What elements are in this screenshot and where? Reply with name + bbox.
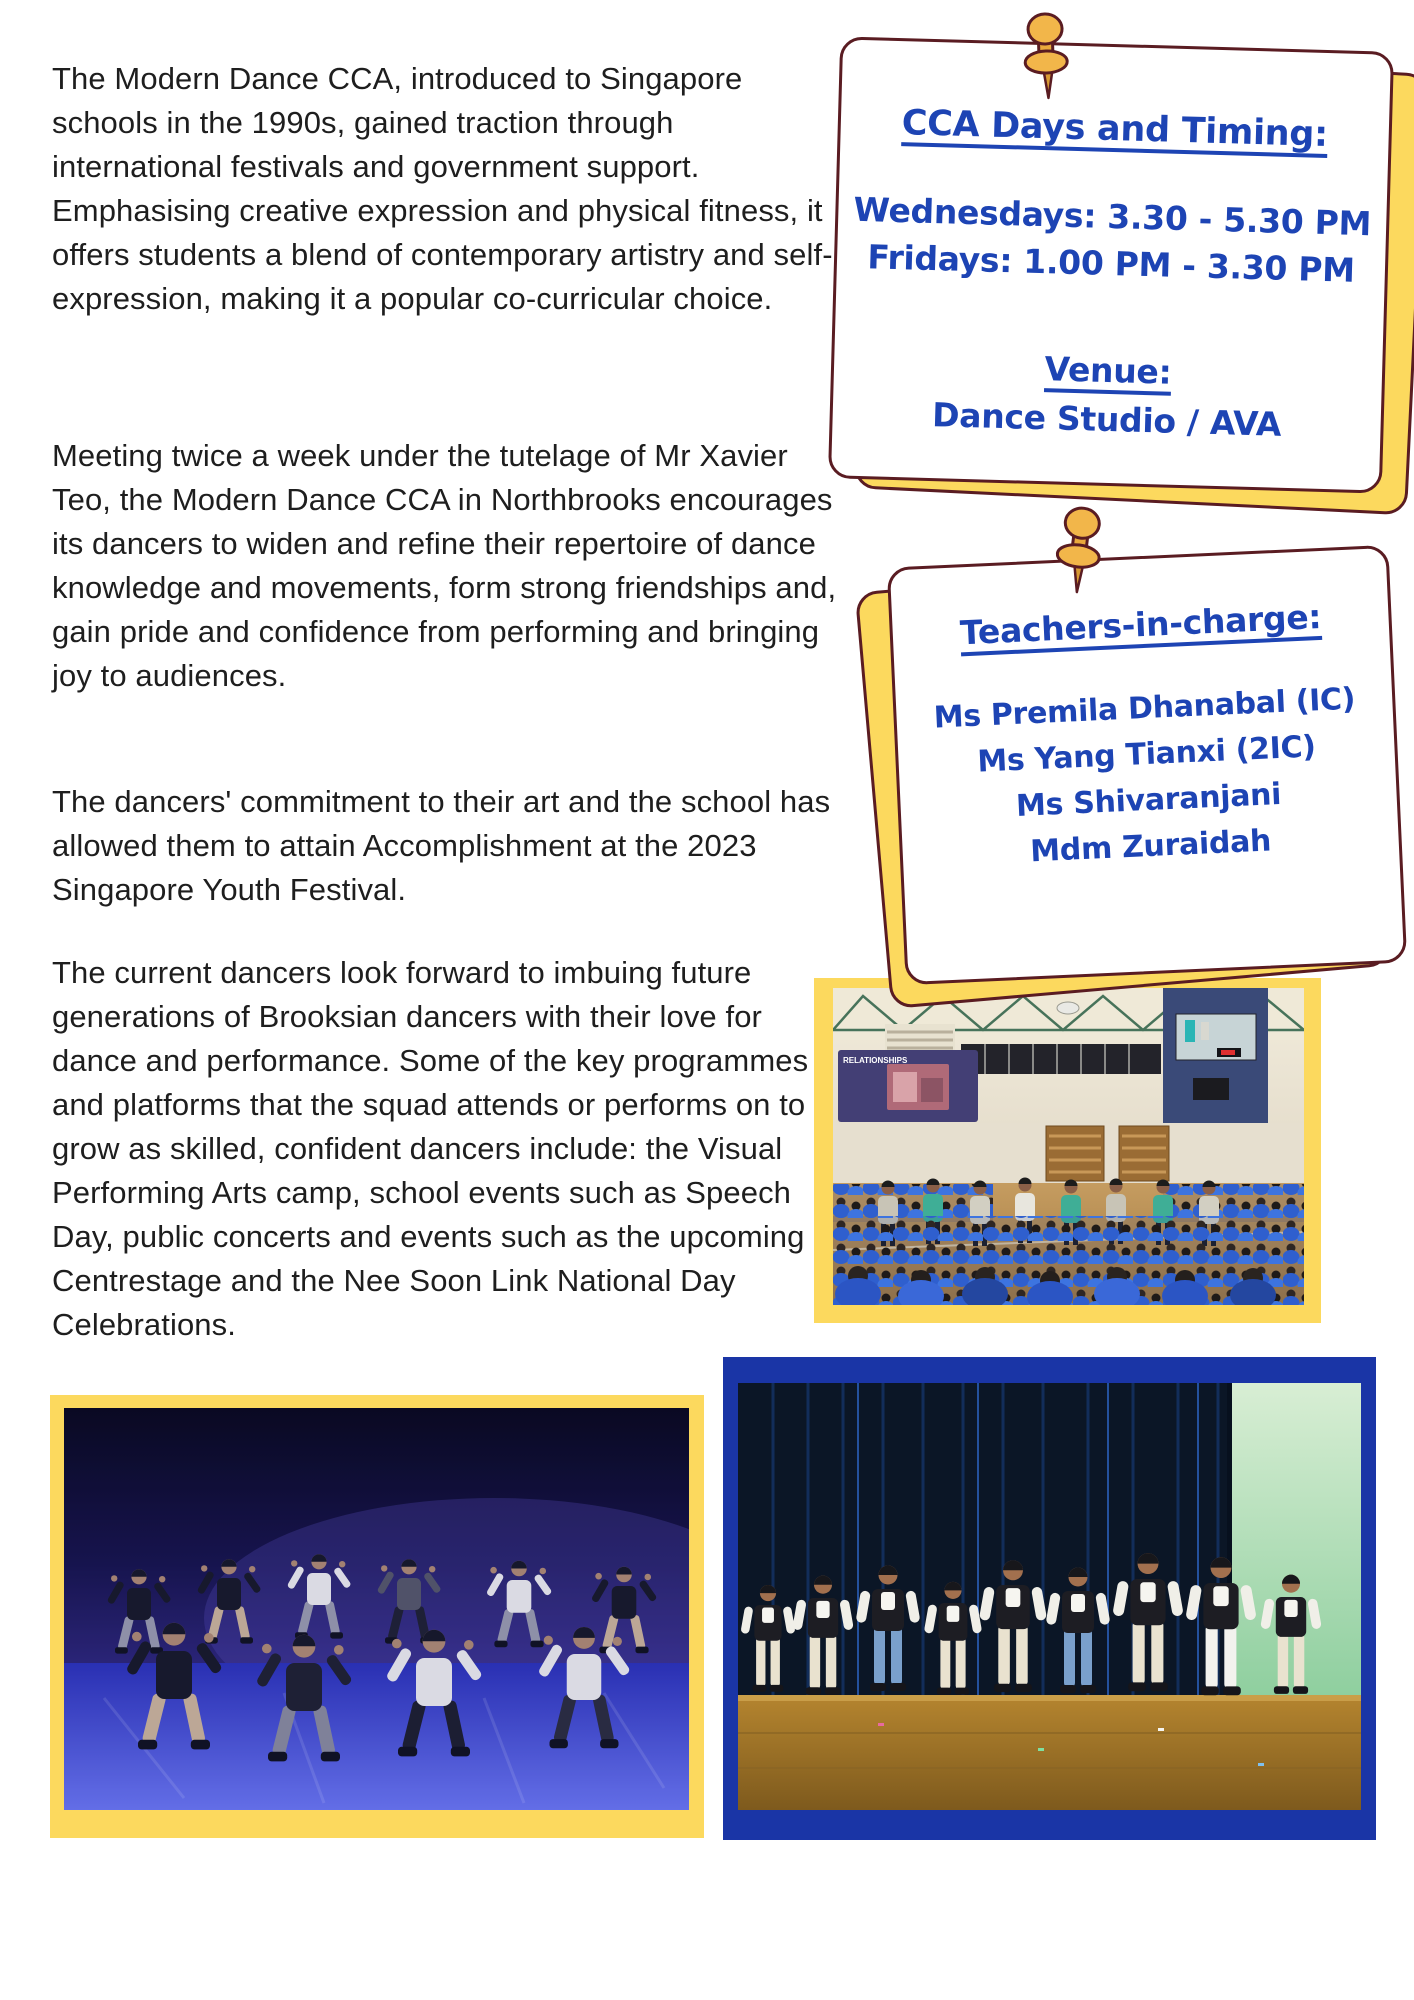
photo-frame-stage-varsity <box>723 1357 1376 1840</box>
teachers-card-face <box>887 545 1407 985</box>
schedule-note-card <box>828 36 1414 541</box>
teacher-name: Mdm Zuraidah <box>1029 823 1272 870</box>
venue-label: Venue: <box>1044 349 1173 392</box>
schedule-line-wednesday: Wednesdays: 3.30 - 5.30 PM <box>853 189 1372 244</box>
teacher-name: Ms Yang Tianxi (2IC) <box>976 729 1317 780</box>
teacher-name: Ms Shivaranjani <box>1015 776 1282 824</box>
pushpin-icon <box>1011 9 1080 103</box>
paragraph-meetings: Meeting twice a week under the tutelage of Mr Xavier Teo, the Modern Dance CCA in Northbrooks encourages its dancers to widen and refine their repertoire of dance knowledge and movements, form strong friendships and, gain pride and confidence from performing and bringing joy to audiences. <box>52 438 837 693</box>
paragraph-history: The Modern Dance CCA, introduced to Singapore schools in the 1990s, gained traction through international festivals and government support. Emphasising creative expression and physical fitness, it offers students a blend of contemporary artistry and self-expression, making it a popular co-curricular choice. <box>52 61 833 316</box>
photo-frame-assembly <box>814 978 1321 1323</box>
venue-value: Dance Studio / AVA <box>931 395 1282 444</box>
schedule-line-friday: Fridays: 1.00 PM - 3.30 PM <box>866 237 1356 290</box>
relationships-banner <box>838 1050 978 1122</box>
paragraph-achievement: The dancers' commitment to their art and the school has allowed them to attain Accomplishment at the 2023 Singapore Youth Festival. <box>52 784 831 907</box>
teachers-title: Teachers-in-charge: <box>959 596 1323 653</box>
photo-frame-stage-blue <box>50 1395 704 1838</box>
stage-performance-photo <box>64 1408 689 1810</box>
varsity-performance-photo <box>738 1383 1361 1810</box>
teacher-name: Ms Premila Dhanabal (IC) <box>932 681 1356 736</box>
assembly-hall-photo <box>833 988 1304 1305</box>
paragraph-future: The current dancers look forward to imbuing future generations of Brooksian dancers with their love for dance and performance. Some of the key programmes and platforms that the squad attends or performs on to grow as skilled, confident dancers include: the Visual Performing Arts camp, school events such as Speech Day, public concerts and events such as the upcoming Centrestage and the Nee Soon Link National Day Celebrations. <box>52 955 809 1342</box>
schedule-title: CCA Days and Timing: <box>901 103 1329 155</box>
pushpin-icon <box>1041 500 1118 599</box>
teachers-note-card <box>868 518 1414 1004</box>
schedule-card-face <box>828 36 1394 493</box>
banner-text: RELATIONSHIPS <box>843 1056 908 1065</box>
